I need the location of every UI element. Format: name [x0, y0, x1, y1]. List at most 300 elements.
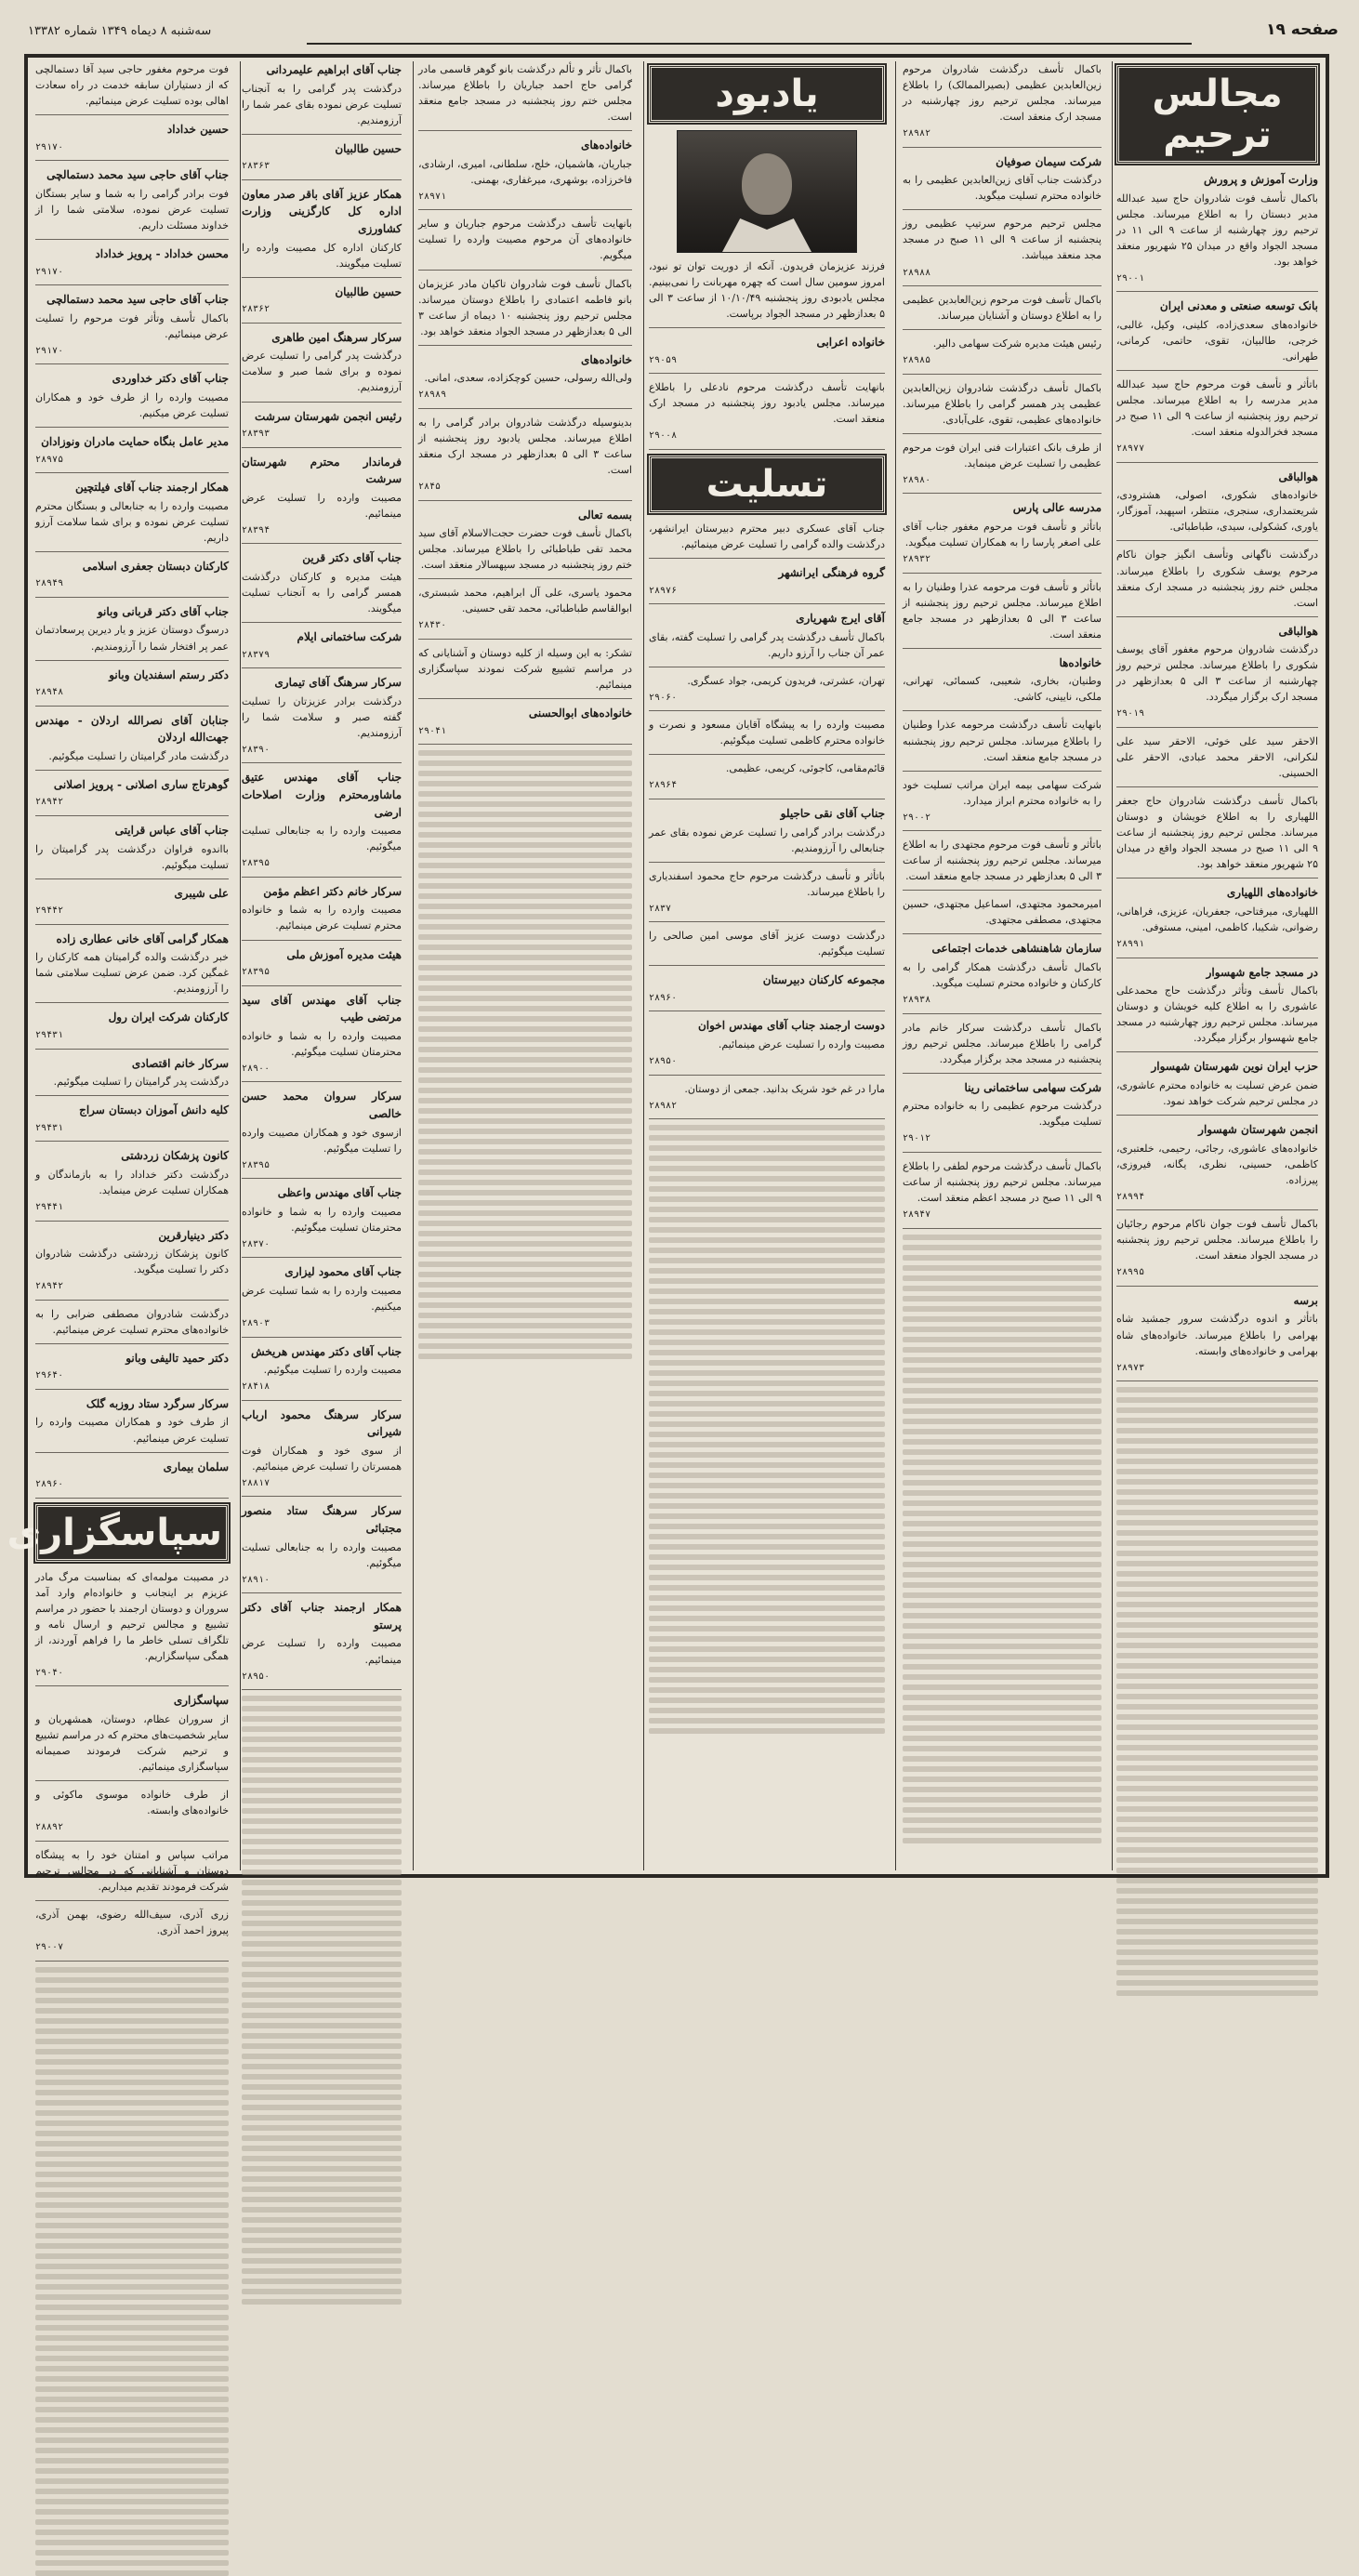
notice-item	[35, 931, 229, 1004]
notice-item	[903, 336, 1102, 375]
notice-code: ۲۸۹۰۰	[242, 1063, 270, 1074]
notice-text: باتأثر و اندوه درگذشت سرور جمشید شاه بهرامی را باطلاع میرساند. خانواده‌های شاه بهرامی و خانواده‌های وابسته.	[1116, 1313, 1318, 1357]
notice-text: بانهایت تأسف درگذشت مرحوم جباریان و سایر خانواده‌های آن مرحوم مصیبت وارده را تسلیت میگویم.	[418, 218, 632, 262]
notice-item	[242, 1263, 402, 1337]
notice-item	[35, 1009, 229, 1049]
notice-item	[903, 940, 1102, 1013]
notice-item	[649, 610, 885, 667]
notice-text: فرزند عزیزمان فریدون. آنکه از دوریت توان تو نبود، امروز سومین سال است که چهره مهربانت را نمی‌بینیم. مجلس یادبودی روز پنجشنبه ۱۰/۱۰/۴۹ از ساعت ۳ الی ۵ بعدازظهر در مسجد الجواد برپاست.	[649, 260, 885, 321]
notice-text: باکمال تأسف درگذشت پدر گرامی را تسلیت گفته، بقای عمر آن جناب را آرزو داریم.	[649, 630, 885, 659]
notice-code: ۲۸۹۸۸	[903, 267, 931, 278]
notice-text: باتأثر و تأسف فوت مرحومه عذرا وطنیان را به اطلاع میرساند. مجلس ترحیم روز پنجشنبه از ساعت ۳ الی ۵ بعدازظهر در مسجد جامع منعقد است.	[903, 580, 1102, 641]
notice-item	[418, 276, 632, 346]
notice-text: مصیبت وارده را به شما و خانواده محترمتان تسلیت میگوئیم.	[242, 1029, 402, 1058]
notice-code: ۲۸۳۹۳	[242, 429, 270, 440]
notice-heading: انجمن شهرستان شهسوار	[1198, 1122, 1318, 1136]
notice-item	[35, 1350, 229, 1390]
notice-code: ۲۹۴۳۱	[35, 1122, 64, 1133]
notice-item	[35, 1569, 229, 1687]
notice-text: باکمال تأسف فوت شادروان تاکیان مادر عزیزمان بانو فاطمه اعتمادی را باطلاع دوستان میرساند. مجلس ترحیم روز پنجشنبه ۱۰ دیماه از ساعت ۳ الی ۵ بعدازظهر در مسجد الجواد منعقد خواهد بود.	[418, 277, 632, 337]
notice-heading: جناب آقای ابراهیم علیمردانی	[266, 63, 402, 76]
notice-heading: خانواده‌ها	[1059, 655, 1102, 669]
notice-text: درگذشت پدر گرامی را تسلیت عرض نموده و برای شما صبر و سلامت آرزومندیم.	[242, 350, 402, 394]
column-separator	[895, 61, 896, 1870]
notice-item	[35, 1847, 229, 1901]
notice-code: ۲۸۹۷۳	[1116, 1362, 1145, 1373]
notice-heading: محسن خداداد - پرویز خداداد	[95, 246, 229, 260]
notice-item	[1116, 469, 1318, 542]
notice-item	[903, 61, 1102, 148]
notice-item	[649, 760, 885, 799]
notice-heading: سپاسگزاری	[173, 1694, 229, 1708]
notice-text: باتأثر و تأسف فوت مرحوم حاج سید عبدالله مدیر مدرسه را به اطلاع میرساند. مجلس ترحیم روز پنجشنبه از ساعت ۹ الی ۱۱ صبح در مسجد فخرالدوله منعقد است.	[1116, 378, 1319, 439]
column-6	[7, 61, 232, 1953]
notice-heading: سرکار سروان محمد حسن خالصی	[242, 1090, 402, 1120]
notice-item	[1116, 297, 1318, 371]
notice-text: محمود یاسری، علی آل ابراهیم، محمد شبستری، ابوالقاسم طباطبائی، محمد تقی حسینی.	[418, 587, 632, 615]
notice-heading: بسمه تعالی	[577, 508, 632, 522]
notice-item	[903, 579, 1102, 649]
notice-code: ۲۹۴۴۲	[35, 905, 64, 917]
notice-heading: سازمان شاهنشاهی خدمات اجتماعی	[931, 942, 1102, 956]
notice-item	[242, 186, 402, 278]
notice-text: در مصیبت مولمه‌ای که بمناسبت مرگ مادر عزیزم بر اینجانب و خانواده‌ام وارد آمد سروران و دوستان ارجمند با حضور در مراسم تشییع و مجالس ترحیم و ارسال نامه و تلگراف تسلی خاطر ما را فراهم آوردند، از همگی سپاسگزاریم.	[35, 1570, 229, 1662]
notice-text: بانهایت تأسف درگذشت مرحوم نادعلی را باطلاع میرساند. مجلس یادبود روز پنجشنبه در مسجد ارک منعقد است.	[649, 381, 885, 426]
notice-item	[242, 1599, 402, 1690]
notice-heading: هیئت مدیره آموزش ملی	[286, 947, 402, 961]
column-separator	[413, 61, 414, 1870]
notice-text: تشکر: به این وسیله از کلیه دوستان و آشنایانی که در مراسم تشییع شرکت نمودند سپاسگزاری مینمائیم.	[418, 646, 632, 691]
notice-text: بااندوه فراوان درگذشت پدر گرامیتان را تسلیت میگوئیم.	[35, 842, 229, 871]
notice-item	[418, 585, 632, 640]
notice-code: ۲۸۹۴۲	[35, 797, 64, 808]
notice-code: ۲۸۴۱۸	[242, 1381, 270, 1393]
notice-code: ۲۸۹۹۵	[1116, 1267, 1145, 1278]
notice-text: مصیبت وارده را از طرف خود و همکاران تسلیت عرض میکنیم.	[35, 390, 229, 419]
notice-text: قائم‌مقامی، کاجوئی، کریمی، عظیمی.	[725, 762, 885, 775]
column-separator	[1112, 61, 1113, 1870]
notice-item	[35, 1055, 229, 1097]
notice-code: ۲۹۰۶۰	[649, 692, 678, 703]
notice-text: از طرف بانک اعتبارات فنی ایران فوت مرحوم عظیمی را تسلیت عرض مینماید.	[903, 441, 1102, 469]
notice-text: باتأثر و تأسف فوت مرحوم مجتهدی را به اطلاع میرساند. مجلس ترحیم روز پنجشنبه از ساعت ۳ الی ۵ بعدازظهر در مسجد جامع منعقد است.	[903, 839, 1102, 883]
notice-heading: خانواده‌های	[581, 139, 632, 152]
text-filler	[649, 1125, 885, 1734]
notice-item	[35, 61, 229, 115]
notice-heading: هوالباقی	[1278, 624, 1318, 638]
notice-heading: خانواده‌های اللهیاری	[1226, 886, 1318, 900]
notice-code: ۲۹۴۴۱	[35, 1202, 64, 1212]
notice-text: خانواده‌های شکوری، اصولی، هشترودی، شریعتمداری، سنجری، منتظر، اسپهبد، آموزگار، یاوری، کشکولی، سیدی، طباطبائی.	[1116, 489, 1318, 534]
notice-code: ۲۸۴۳۰	[418, 620, 447, 631]
notice-item	[242, 329, 402, 403]
notice-code: ۲۸۹۶۴	[649, 780, 678, 791]
notice-item	[649, 130, 885, 328]
notice-text: درگذشت ناگهانی وتأسف انگیز جوان ناکام مرحوم یوسف شکوری را باطلاع میرساند. مجلس ختم روز پنجشنبه در مسجد ارک منعقد است.	[1116, 548, 1318, 609]
notice-item	[35, 1102, 229, 1142]
notice-heading: علی شیبری	[174, 886, 229, 900]
notice-code: ۲۹۰۴۱	[418, 725, 447, 736]
notice-heading: همکار ارجمند جناب آقای دکتر پرستو	[242, 1601, 402, 1631]
notice-heading: حسین طالبیان	[335, 141, 402, 155]
notice-text: باکمال تأسف درگذشت سرکار خانم مادر گرامی را باطلاع میرساند. مجلس ترحیم روز پنجشنبه در مسجد مجد برگزار میگردد.	[903, 1021, 1102, 1065]
notice-item	[242, 1184, 402, 1258]
notice-text: باکمال تأسف درگذشت همکار گرامی را به کارکنان و خانواده محترم تسلیت میگوید.	[903, 961, 1102, 990]
notice-item	[1116, 964, 1318, 1053]
notice-code: ۲۹۴۳۱	[35, 1030, 64, 1041]
notice-text: باتأثر و تأسف فوت مرحوم مغفور جناب آقای علی اصغر پارسا را به همکاران تسلیت میگوید.	[903, 520, 1102, 549]
notice-code: ۲۸۹۱۰	[242, 1574, 270, 1585]
notice-heading: برسه	[1293, 1293, 1318, 1307]
notice-text: مراتب سپاس و امتنان خود را به پیشگاه دوستان و آشنایانی که در مجالس ترحیم شرکت فرمودند تقدیم میداریم.	[35, 1848, 229, 1893]
notice-heading: جناب آقای دکتر مهندس هریخش	[251, 1344, 402, 1358]
notice-item	[1116, 623, 1318, 728]
notice-item	[242, 946, 402, 986]
page-number: صفحه ۱۹	[1266, 20, 1339, 39]
notice-item	[1116, 884, 1318, 958]
column-5	[238, 61, 405, 1870]
notice-item	[35, 667, 229, 707]
notice-code: ۲۸۹۳۸	[903, 995, 931, 1006]
notice-code: ۲۸۹۸۵	[903, 355, 931, 366]
notice-code: ۲۸۳۶۲	[242, 304, 270, 315]
notice-item	[418, 216, 632, 270]
notice-item	[242, 992, 402, 1083]
notice-code: ۲۸۹۰۳	[242, 1318, 270, 1329]
notice-text: درگذشت پدر گرامی را به آنجناب تسلیت عرض نموده بقای عمر شما را آرزومندیم.	[242, 82, 402, 126]
notice-item	[35, 776, 229, 816]
portrait-face	[742, 153, 792, 215]
notice-heading: شرکت سهامی ساختمانی رینا	[964, 1080, 1102, 1094]
notice-item	[649, 717, 885, 755]
notice-text: درگذشت شادروان مصطفی ضرابی را به خانواده‌های محترم تسلیت عرض مینمائیم.	[35, 1307, 229, 1336]
notice-item	[649, 1017, 885, 1075]
notice-item	[1116, 547, 1318, 616]
notice-code: ۲۸۸۹۲	[35, 1822, 64, 1833]
notice-code: ۲۹۰۰۷	[35, 1942, 64, 1953]
notice-item	[35, 166, 229, 240]
notice-code: ۲۹۰۱۹	[1116, 708, 1145, 720]
notice-item	[35, 1147, 229, 1221]
notice-item	[242, 628, 402, 668]
notice-text: درگذشت دوست عزیز آقای موسی امین صالحی را تسلیت میگوئیم.	[649, 930, 885, 958]
notice-text: شرکت سهامی بیمه ایران مراتب تسلیت خود را به خانواده محترم ابراز میدارد.	[903, 778, 1102, 807]
notice-text: باکمال تأسف فوت شادروان حاج سید عبدالله مدیر دبستان را به اطلاع میرساند. مجلس ترحیم روز چهارشنبه از ساعت ۹ الی ۱۱ در مسجد الجواد واقع در میدان ۲۵ شهریور منعقد خواهد بود.	[1116, 192, 1318, 268]
notice-code: ۲۸۹۴۲	[35, 1281, 64, 1292]
notice-text: خانواده‌های عاشوری، رجائی، رحیمی، خلعتبری، کاظمی، حسینی، نظری، یگانه، فیروزی، پیرزاده.	[1116, 1142, 1318, 1186]
notice-text: مصیبت وارده را به جنابعالی تسلیت میگوئیم.	[242, 825, 402, 853]
notice-item	[35, 291, 229, 364]
notice-heading: وزارت آموزش و پرورش	[1204, 173, 1318, 186]
notice-text: خبر درگذشت والده گرامیتان همه کارکنان را غمگین کرد. ضمن عرض تسلیت سلامتی شما را آرزومندیم.	[35, 951, 229, 996]
notice-heading: حسین طالبیان	[335, 284, 402, 298]
notice-code: ۲۸۹۴۷	[903, 1209, 931, 1221]
notice-item	[35, 712, 229, 771]
notice-heading: کانون پزشکان زردشتی	[121, 1149, 229, 1163]
section-banner: یادبود	[649, 65, 885, 123]
notice-heading: جناب آقای مهندس عتیق ماشاورمحترم وزارت اصلاحات ارضی	[242, 771, 402, 819]
notice-item	[649, 334, 885, 374]
notice-text: امیرمحمود مجتهدی، اسماعیل مجتهدی، حسین مجتهدی، مصطفی مجتهدی.	[903, 898, 1102, 927]
notice-item	[903, 216, 1102, 286]
notice-text: از طرف خانواده موسوی ماکوئی و خانواده‌های وابسته.	[35, 1789, 229, 1817]
notice-code: ۲۸۹۵۰	[649, 1056, 678, 1067]
section-banner: سپاسگزاری	[35, 1504, 229, 1562]
notice-code: ۲۸۹۸۰	[903, 474, 931, 485]
notice-item	[242, 1407, 402, 1498]
notice-item	[35, 1395, 229, 1453]
notice-item	[35, 1227, 229, 1301]
notice-item	[903, 153, 1102, 211]
notice-code: ۲۸۹۸۹	[418, 390, 447, 401]
notice-text: از سروران عظام، دوستان، همشهریان و سایر شخصیت‌های محترم که در مراسم تشییع و ترحیم شرکت فرمودند صمیمانه سپاسگزاری مینمائیم.	[35, 1713, 229, 1774]
notice-item	[903, 1158, 1102, 1229]
notice-item	[35, 370, 229, 428]
notice-heading: فرماندار محترم شهرستان سرشت	[242, 455, 402, 486]
notice-item	[418, 415, 632, 501]
notice-text: جباریان، هاشمیان، خلج، سلطانی، امیری، ارشادی، فاخرزاده، بوشهری، میرغفاری، بهمنی.	[418, 157, 632, 186]
issue-date-line: سه‌شنبه ۸ دیماه ۱۳۴۹ شماره ۱۳۳۸۲	[28, 24, 212, 38]
notice-code: ۲۹۰۵۹	[649, 354, 678, 365]
notice-text: باکمال تأسف درگذشت مرحوم لطفی را باطلاع میرساند. مجلس ترحیم روز پنجشنبه از ساعت ۹ الی ۱۱ صبح در مسجد اعظم منعقد است.	[903, 1159, 1102, 1205]
notice-item	[1116, 793, 1318, 878]
notice-heading: خانواده اعرابی	[816, 336, 885, 350]
text-filler	[35, 1967, 229, 2576]
notice-heading: همکار گرامی آقای خانی عطاری زاده	[56, 931, 229, 945]
notice-heading: سرکار خانم اقتصادی	[131, 1056, 229, 1070]
notice-heading: جناب آقای حاجی سید محمد دستمالچی	[46, 168, 229, 182]
notice-item	[649, 928, 885, 966]
text-filler	[418, 750, 632, 1359]
notice-text: کانون پزشکان زردشتی درگذشت شادروان دکتر را تسلیت میگوید.	[35, 1248, 229, 1276]
notice-code: ۲۸۹۷۱	[418, 191, 447, 202]
notice-heading: سرکار سرهنگ امین طاهری	[271, 330, 402, 344]
notice-text: وطنیان، بخاری، شعیبی، کسمائی، تهرانی، ملکی، نایینی، کاشی.	[903, 675, 1102, 704]
notice-heading: گوهرتاج ساری اصلانی - پرویز اصلانی	[53, 777, 229, 791]
notice-item	[242, 674, 402, 763]
notice-item	[1116, 171, 1318, 292]
notice-code: ۲۸۴۵	[418, 482, 442, 493]
notice-heading: جناب آقای محمود لیزاری	[284, 1265, 402, 1279]
notice-heading: گروه فرهنگی ایرانشهر	[778, 566, 885, 580]
notice-item	[649, 521, 885, 559]
notice-text: ازسوی خود و همکاران مصیبت وارده را تسلیت میگوئیم.	[242, 1126, 402, 1155]
notice-text: باکمال تأسف درگذشت شادروان مرحوم زین‌العابدین عظیمی (بصیرالممالک) را باطلاع میرساند. مجلس ترحیم روز چهارشنبه در مسجد ارک منعقد است.	[903, 63, 1102, 124]
notice-code: ۲۸۳۹۴	[242, 524, 270, 535]
notice-item	[649, 868, 885, 923]
notice-code: ۲۸۹۴۸	[35, 687, 64, 698]
notice-text: مارا در غم خود شریک بدانید. جمعی از دوستان.	[684, 1082, 885, 1095]
notice-heading: سرکار سرهنگ محمود ارباب شیرانی	[242, 1407, 402, 1439]
notice-code: ۲۸۸۱۷	[242, 1477, 270, 1488]
notice-item	[242, 883, 402, 941]
notice-text: درگذشت برادر گرامی را تسلیت عرض نموده بقای عمر جنابعالی را آرزومندیم.	[649, 826, 885, 854]
notice-heading: مدیر عامل بنگاه حمایت مادران ونوزادان	[41, 434, 229, 448]
notice-text: فوت مرحوم مغفور حاجی سید آقا دستمالچی که از دستیاران سابقه خدمت در راه سعادت اهالی بوده تسلیت عرض مینمائیم.	[35, 63, 229, 108]
notice-text: درگذشت برادر عزیزتان را تسلیت گفته صبر و سلامت شما را آرزومندیم.	[242, 694, 402, 739]
notice-text: درگذشت مرحوم عظیمی را به خانواده محترم تسلیت میگوید.	[903, 1100, 1102, 1129]
notice-code: ۲۹۱۷۰	[35, 266, 64, 277]
notice-text: بدینوسیله درگذشت شادروان برادر گرامی را به اطلاع میرساند. مجلس یادبود روز پنجشنبه از ساعت ۳ الی ۵ بعدازظهر در مسجد ارک منعقد است.	[418, 416, 632, 476]
notice-text: از سوی خود و همکاران فوت همسرتان را تسلیت عرض مینمائیم.	[242, 1444, 402, 1473]
notice-code: ۲۸۳۹۰	[242, 744, 270, 755]
section-banner: تسلیت	[649, 456, 885, 513]
notice-heading: دوست ارجمند جناب آقای مهندس اخوان	[697, 1019, 885, 1033]
section-banner: مجالس ترحیم	[1116, 65, 1318, 164]
notice-code: ۲۹۰۰۸	[649, 430, 678, 442]
notice-heading: کارکنان دبستان جعفری اسلامی	[82, 559, 229, 573]
notice-text: باتأثر و تأسف درگذشت مرحوم حاج محمود اسفندیاری را باطلاع میرساند.	[649, 869, 885, 898]
notice-text: ولی‌الله رسولی، حسین کوچکزاده، سعدی، امانی.	[424, 372, 632, 385]
notice-item	[649, 1081, 885, 1120]
column-4	[415, 61, 636, 1870]
notice-item	[35, 479, 229, 552]
notice-text: جناب آقای عسکری دبیر محترم دبیرستان ایرانشهر، درگذشت والده گرامی را تسلیت عرض مینمائیم.	[649, 522, 885, 550]
notice-heading: حزب ایران نوین شهرستان شهسوار	[1151, 1060, 1318, 1074]
notice-heading: شرکت ساختمانی ایلام	[297, 630, 402, 644]
notice-code: ۲۸۳۷۰	[242, 1238, 270, 1249]
notice-heading: همکار عزیز آقای باقر صدر معاون اداره کل کارگزینی وزارت کشاورزی	[242, 187, 402, 236]
notice-item	[418, 705, 632, 745]
notice-text: هیئت مدیره و کارکنان درگذشت همسر گرامی را به آنجناب تسلیت میگویند.	[242, 571, 402, 615]
notice-code: ۲۹۰۴۰	[35, 1667, 64, 1678]
notice-item	[903, 292, 1102, 330]
notice-text: باکمال تأثر و تألم درگذشت بانو گوهر قاسمی مادر گرامی حاج احمد جباریان را باطلاع میرساند. مجلس ختم روز پنجشنبه در مسجد جامع منعقد است.	[418, 63, 632, 124]
notice-item	[242, 1343, 402, 1401]
portrait-shirt	[722, 215, 811, 252]
notice-item	[35, 433, 229, 473]
notice-heading: دکتر رستم اسفندیان وبانو	[109, 667, 229, 681]
notice-item	[903, 837, 1102, 891]
text-filler	[242, 1696, 402, 2305]
notice-heading: هوالباقی	[1278, 469, 1318, 483]
notice-item	[242, 284, 402, 324]
notice-text: درگذشت جناب آقای زین‌العابدین عظیمی را به خانواده محترم تسلیت میگوید.	[903, 174, 1102, 203]
notice-code: ۲۹۶۴۰	[35, 1370, 64, 1381]
notice-text: خانواده‌های سعدی‌زاده، کلینی، وکیل، غالبی، خرجی، طالبیان، تقوی، حاتمی، کرمانی، طهرانی.	[1116, 318, 1318, 363]
notice-heading: جناب آقای دکتر خداوردی	[112, 372, 229, 386]
notice-heading: کلیه دانش آموزان دبستان سراج	[79, 1103, 229, 1117]
notice-text: مصیبت وارده را تسلیت میگوئیم.	[263, 1364, 402, 1377]
text-filler	[903, 1235, 1102, 1843]
notice-item	[903, 440, 1102, 495]
header-rule	[307, 43, 1192, 45]
notice-item	[242, 1088, 402, 1179]
notice-item	[418, 61, 632, 131]
notice-code: ۲۹۰۰۲	[903, 812, 931, 823]
notice-text: رئیس هیئت مدیره شرکت سهامی دالیر.	[932, 337, 1102, 350]
notice-code: ۲۸۳۹۵	[242, 967, 270, 978]
notice-heading: آقای ایرج شهریاری	[796, 612, 885, 626]
notice-code: ۲۸۳۹۵	[242, 858, 270, 869]
notice-text: مصیبت وارده را به شما و خانواده محترمتان تسلیت میگوئیم.	[242, 1205, 402, 1234]
notice-item	[903, 654, 1102, 712]
notice-heading: خانواده‌های ابوالحسنی	[528, 707, 632, 720]
notice-heading: جناب آقای مهندس واعظی	[277, 1186, 402, 1200]
notice-heading: جناب آقای دکتر قربانی وبانو	[97, 604, 229, 618]
notice-heading: مجموعه کارکنان دبیرستان	[762, 973, 885, 987]
notice-item	[418, 351, 632, 409]
notice-text: زری آذری، سیف‌الله رضوی، بهمن آذری، پیروز احمد آذری.	[35, 1908, 229, 1936]
notice-item	[903, 380, 1102, 434]
notice-heading: سرکار سرهنگ آقای تیماری	[274, 676, 402, 690]
notice-text: ضمن عرض تسلیت به خانواده محترم عاشوری، در مجلس ترحیم شرکت خواهد نمود.	[1116, 1078, 1318, 1107]
notice-item	[242, 1502, 402, 1593]
column-1	[1113, 61, 1322, 1870]
notice-text: درسوگ دوستان عزیز و یار دیرین پرسعادتمان عمر پر افتخار شما را آرزومندیم.	[35, 624, 229, 653]
notice-text: باکمال تأسف وتأثر فوت مرحوم را تسلیت عرض مینمائیم.	[35, 311, 229, 340]
notice-text: مصیبت وارده را به پیشگاه آقایان مسعود و نصرت و خانواده محترم کاظمی تسلیت میگوئیم.	[649, 719, 885, 747]
notice-heading: مدرسه عالی پارس	[1012, 501, 1102, 515]
notice-heading: جناب آقای دکتر قرین	[302, 551, 402, 565]
notice-text: تهران، عشرتی، فریدون کریمی، جواد عسگری.	[687, 674, 885, 687]
notice-text: باکمال تأسف درگذشت شادروان حاج جعفر اللهیاری را به اطلاع خویشان و دوستان میرساند. مجلس ترحیم روز پنجشنبه از ساعت ۹ الی ۱۱ صبح در مسجد الجواد واقع در میدان ۲۵ شهریور منعقد خواهد بود.	[1116, 795, 1318, 871]
notice-item	[418, 507, 632, 580]
notice-item	[35, 245, 229, 285]
notice-text: باکمال تأسف فوت حضرت حجت‌الاسلام آقای سید محمد تقی طباطبائی را باطلاع میرساند. مجلس ختم روز پنجشنبه در مسجد سپهسالار منعقد است.	[418, 527, 632, 572]
notice-heading: بانک توسعه صنعتی و معدنی ایران	[1159, 299, 1318, 313]
notice-item	[1116, 733, 1318, 787]
notice-code: ۲۹۱۷۰	[35, 141, 64, 152]
notice-text: مصیبت وارده را به جنابعالی و بستگان محترم تسلیت عرض نموده و برای شما سلامت آرزو داریم.	[35, 499, 229, 544]
notice-item	[242, 454, 402, 545]
notice-item	[418, 645, 632, 699]
notice-item	[35, 603, 229, 661]
notice-item	[649, 971, 885, 1011]
notice-item	[903, 717, 1102, 771]
notice-code: ۲۸۹۷۷	[1116, 443, 1145, 455]
notice-item	[35, 822, 229, 879]
notice-heading: در مسجد جامع شهسوار	[1206, 965, 1318, 979]
notice-item	[418, 137, 632, 210]
column-separator	[643, 61, 644, 1870]
notice-code: ۲۸۹۸۲	[903, 128, 931, 139]
notice-item	[649, 564, 885, 604]
notice-code: ۲۸۳۷۹	[242, 649, 270, 660]
notice-item	[242, 61, 402, 135]
notice-text: درگذشت مادر گرامیتان را تسلیت میگوئیم.	[48, 749, 229, 762]
notice-item	[649, 379, 885, 450]
notice-item	[242, 769, 402, 877]
notice-heading: جناب آقای مهندس آقای سید مرتضی طیب	[242, 993, 402, 1024]
notice-code: ۲۸۹۴۹	[35, 578, 64, 589]
notice-item	[903, 499, 1102, 573]
notice-text: کارکنان اداره کل مصیبت وارده را تسلیت میگویند.	[242, 241, 402, 270]
notice-heading: رئیس انجمن شهرستان سرشت	[255, 409, 402, 423]
notice-code: ۲۸۳۹۵	[242, 1159, 270, 1170]
notice-text: الاحقر سید علی خوئی، الاحقر سید علی لنکرانی، الاحقر محمد عبادی، الاحقر علی الحسینی.	[1116, 734, 1318, 780]
notice-item	[1116, 1121, 1318, 1210]
notice-heading: دکتر دینیارقرین	[158, 1228, 229, 1242]
notice-code: ۲۸۹۹۱	[1116, 939, 1145, 950]
column-3	[645, 61, 889, 1870]
notice-heading: شرکت سیمان صوفیان	[996, 154, 1102, 168]
notice-code: ۲۸۹۷۵	[35, 454, 64, 465]
notice-code: ۲۸۹۹۴	[1116, 1191, 1145, 1202]
notice-text: مصیبت وارده را به جنابعالی تسلیت میگوئیم.	[242, 1540, 402, 1569]
notice-item	[35, 558, 229, 598]
notice-code: ۲۹۱۷۰	[35, 345, 64, 356]
notice-heading: جناب آقای نقی حاجیلو	[780, 806, 885, 820]
notice-text: باکمال تأسف وتأثر درگذشت حاج محمدعلی عاشوری را به اطلاع کلیه خویشان و دوستان میرساند. مجلس ترحیم روز چهارشنبه در مسجد جامع شهسوار برگزار میگردد.	[1116, 984, 1318, 1045]
notice-code: ۲۸۳۷	[649, 903, 672, 914]
notice-item	[35, 1787, 229, 1842]
notice-heading: همکار ارجمند جناب آقای فیلتچین	[74, 481, 229, 495]
notice-heading: جناب آقای حاجی سید محمد دستمالچی	[46, 293, 229, 307]
notice-text: باکمال تأسف درگذشت شادروان زین‌العابدین عظیمی پدر همسر گرامی را باطلاع میرساند. خانواده‌های عظیمی، تقوی، علی‌آبادی.	[903, 381, 1102, 426]
text-filler	[1116, 1387, 1318, 1996]
notice-item	[35, 1459, 229, 1499]
